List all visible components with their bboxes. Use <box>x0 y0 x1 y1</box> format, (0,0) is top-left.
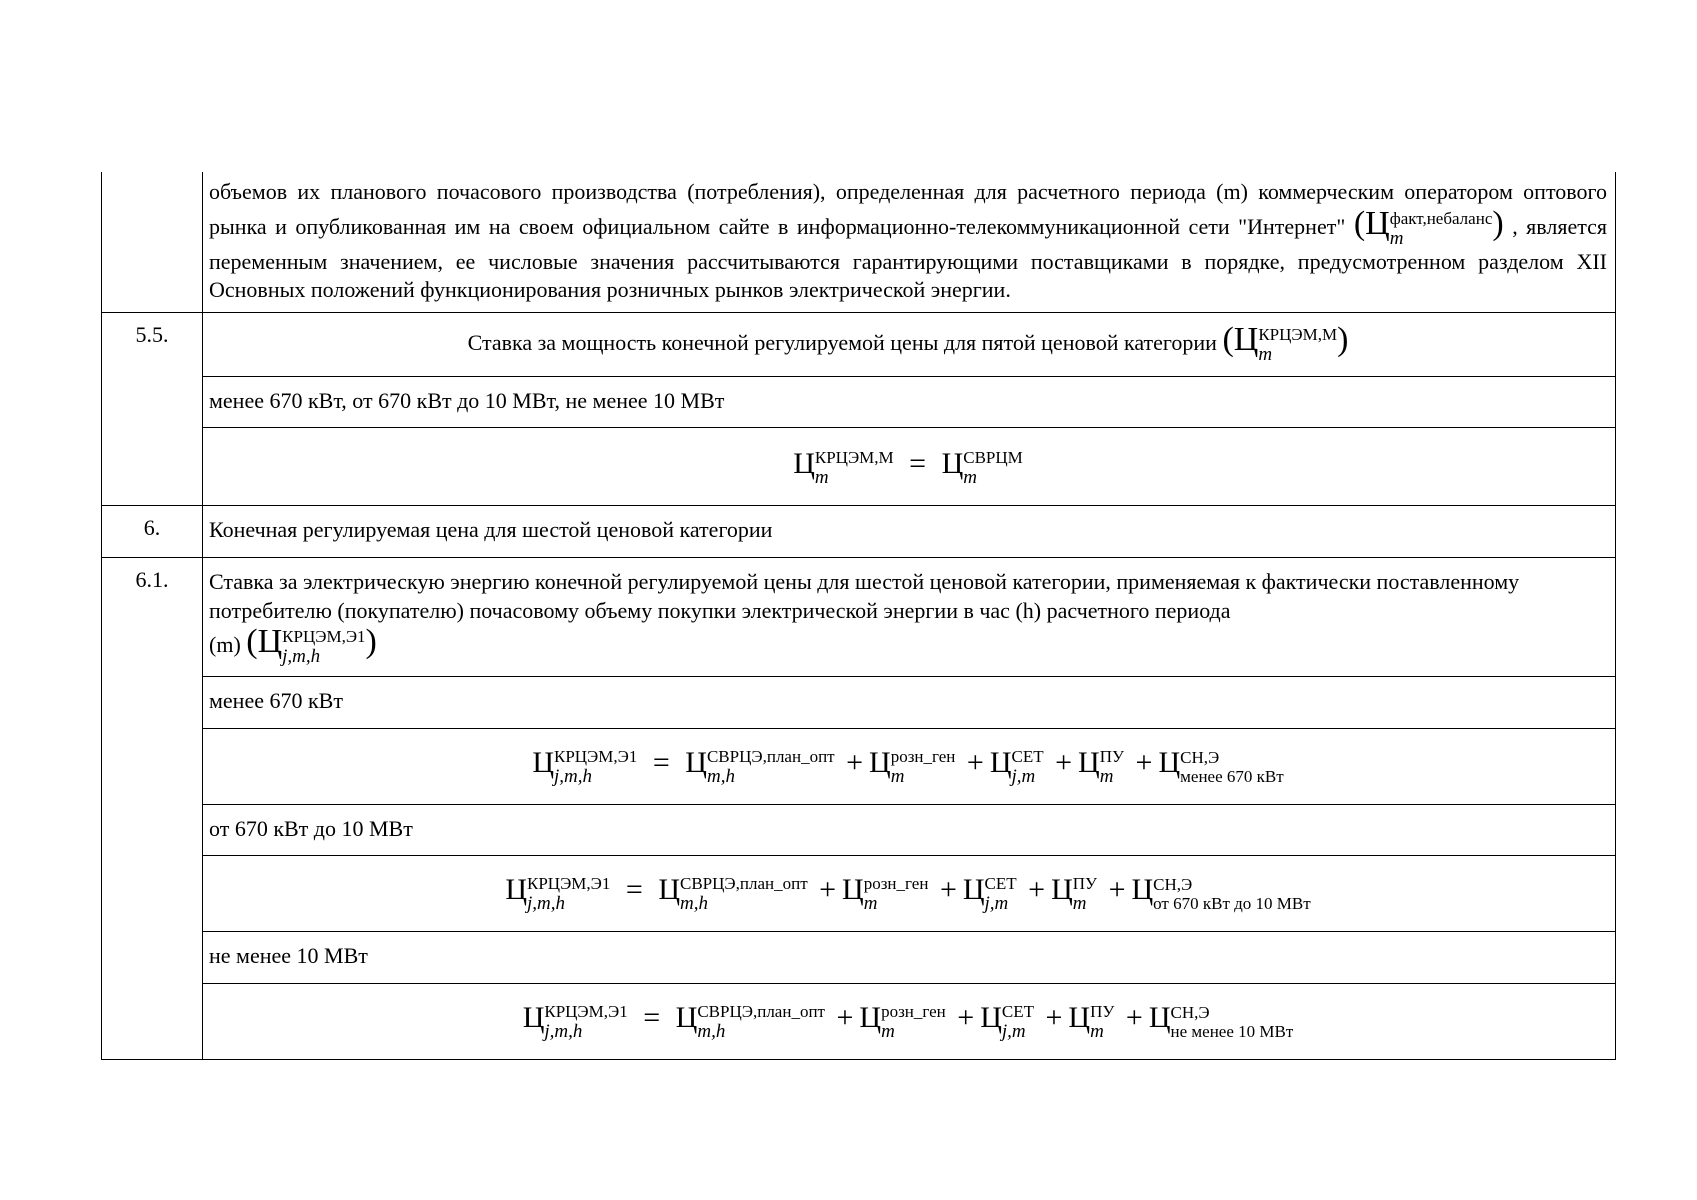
table-row-5-5 <box>102 312 1616 376</box>
table-row-formula <box>102 428 1616 506</box>
table-row-6-1 <box>102 557 1616 676</box>
formula-case-3: Ц КРЦЭМ,Э1 j,m,h = Ц СВРЦЭ,план_опт m,h + Ц розн_ген m + Ц СЕТ j,m + Ц ПУ m + Ц СН,Э не менее 10 МВт <box>203 983 1616 1059</box>
table-row-condition <box>102 932 1616 984</box>
table-row-condition <box>102 376 1616 428</box>
row-number-empty <box>102 172 203 312</box>
symbol-fact-nebalans: Ц <box>1365 204 1390 242</box>
condition-text: не менее 10 МВт <box>203 932 1616 984</box>
condition-text: от 670 кВт до 10 МВт <box>203 804 1616 856</box>
row-number: 6. <box>102 506 203 558</box>
formula-case-1: Ц КРЦЭМ,Э1 j,m,h = Ц СВРЦЭ,план_опт m,h + Ц розн_ген m + Ц СЕТ j,m + Ц ПУ m + Ц СН,Э менее 670 кВт <box>203 728 1616 804</box>
formula-case-2: Ц КРЦЭМ,Э1 j,m,h = Ц СВРЦЭ,план_опт m,h + Ц розн_ген m + Ц СЕТ j,m + Ц ПУ m + Ц СН,Э от 670 кВт до 10 МВт <box>203 856 1616 932</box>
row-text: Ставка за электрическую энергию конечной регулируемой цены для шестой ценовой категории, применяемая к фактически поставленному потребителю (покупателю) почасовому объему покупки электрической энергии в час (h) расчетного периода (m) (Ц КРЦЭМ,Э1 j,m,h ) <box>203 557 1616 676</box>
condition-text: менее 670 кВт, от 670 кВт до 10 МВт, не менее 10 МВт <box>203 376 1616 428</box>
table-row-formula <box>102 856 1616 932</box>
condition-text: менее 670 кВт <box>203 677 1616 729</box>
continuation-line2: , является переменным значением, ее числовые значения рассчитываются гарантирующими поставщиками в порядке, предусмотренном разделом XII Основных положений функционирования розничных рынков электрической энергии. <box>209 213 1608 303</box>
table-row-condition <box>102 804 1616 856</box>
symbol-krcem-e1: Ц <box>257 623 283 661</box>
row-number: 5.5. <box>102 312 203 506</box>
row-number: 6.1. <box>102 557 203 1059</box>
continuation-line1: объемов их планового почасового производства (потребления), определенная для расчетного периода (m) коммерческим оператором оптового рынка и опубликованная им на своем официальном сайте в информационно-телекоммуникационной сети "Интернет" <box>209 179 1607 239</box>
table-row-6 <box>102 506 1616 558</box>
row-title: Ставка за мощность конечной регулируемой цены для пятой ценовой категории (Ц КРЦЭМ,М m ) <box>203 312 1616 376</box>
formula-5-5: Ц КРЦЭМ,М m = Ц СВРЦМ m <box>203 428 1616 506</box>
regulation-table <box>101 172 1616 1060</box>
table-row-formula <box>102 728 1616 804</box>
table-row-condition <box>102 677 1616 729</box>
table-row-formula <box>102 983 1616 1059</box>
table-row-continuation <box>102 172 1616 312</box>
symbol-krcem-m: Ц <box>1233 320 1259 358</box>
continuation-text: объемов их планового почасового производства (потребления), определенная для расчетного периода (m) коммерческим оператором оптового рынка и опубликованная им на своем официальном сайте в информационно-телекоммуникационной сети "Интернет" (Ц факт,небаланс m ) , является переменным значением, ее числовые значения рассчитываются гарантирующими поставщиками в порядке, предусмотренном разделом XII Основных положений функционирования розничных рынков электрической энергии. <box>203 172 1616 312</box>
row-title: Конечная регулируемая цена для шестой ценовой категории <box>203 506 1616 558</box>
